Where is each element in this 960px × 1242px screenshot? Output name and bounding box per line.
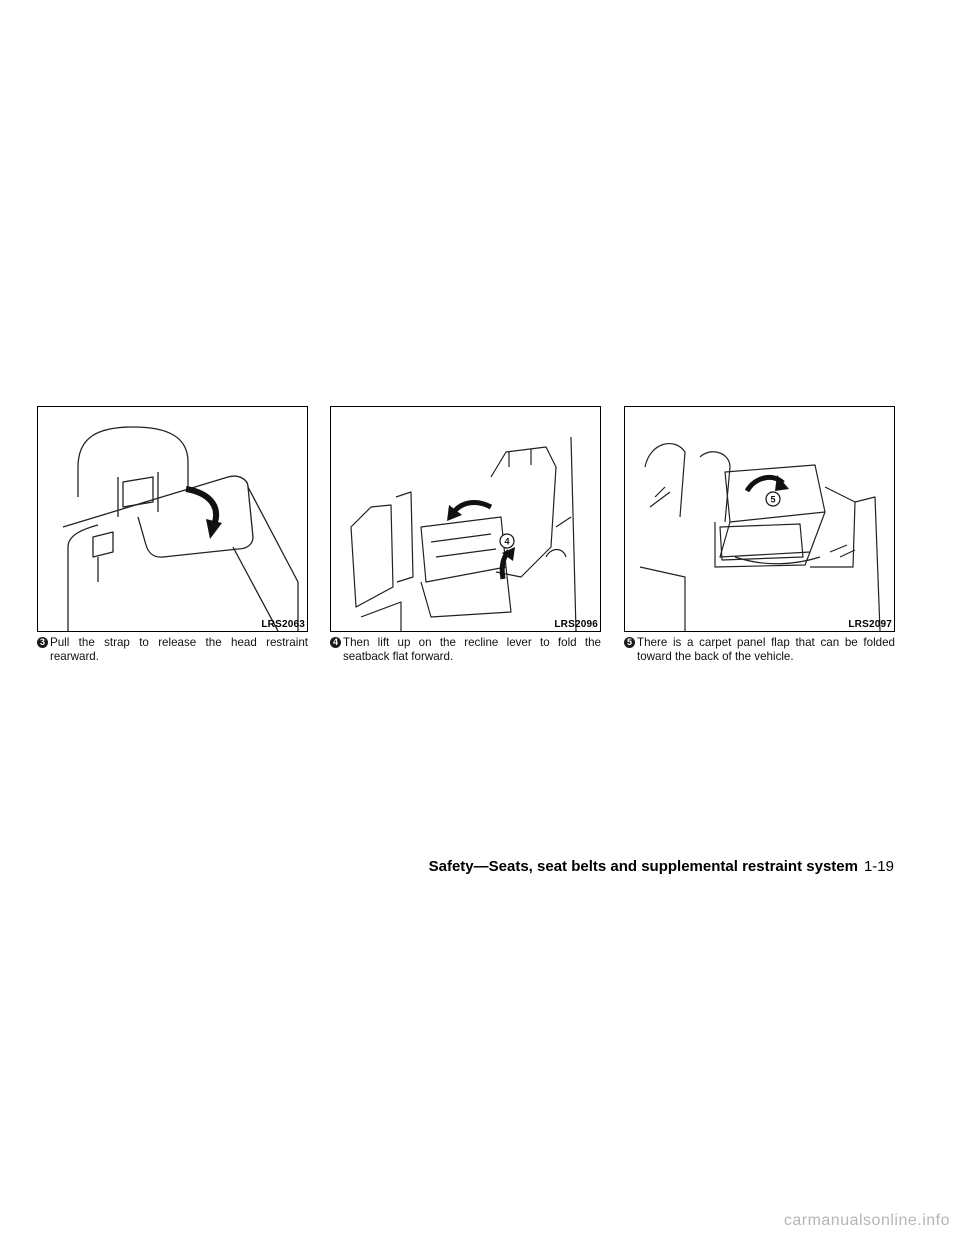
- step-5: [624, 636, 895, 664]
- instruction-panel-3: [624, 406, 895, 664]
- figure-recline-lever: [330, 406, 601, 632]
- figure-code: LRS2096: [554, 619, 598, 630]
- figure-code: LRS2097: [848, 619, 892, 630]
- figure-carpet-flap: [624, 406, 895, 632]
- head-restraint-illustration: [38, 407, 307, 631]
- instruction-panel-2: [330, 406, 601, 664]
- step-number-badge: 3: [37, 637, 48, 648]
- figure-code: LRS2063: [261, 619, 305, 630]
- carpet-flap-illustration: [625, 407, 894, 631]
- recline-lever-illustration: [331, 407, 600, 631]
- step-4: [330, 636, 601, 664]
- section-title: Safety—Seats, seat belts and supplemental restraint system: [428, 858, 858, 875]
- figure-head-restraint: [37, 406, 308, 632]
- page-number: 1-19: [863, 858, 894, 875]
- step-text: There is a carpet panel flap that can be folded toward the back of the vehicle.: [637, 636, 895, 663]
- instruction-panel-1: [37, 406, 308, 664]
- step-text: Pull the strap to release the head restraint rearward.: [50, 636, 308, 663]
- step-number-badge: 5: [624, 637, 635, 648]
- step-text: Then lift up on the recline lever to fold the seatback flat forward.: [343, 636, 601, 663]
- svg-text:4: 4: [504, 536, 510, 547]
- step-3: [37, 636, 308, 664]
- step-number-badge: 4: [330, 637, 341, 648]
- watermark-text: carmanualsonline.info: [783, 1212, 950, 1229]
- svg-text:5: 5: [770, 494, 776, 505]
- page-footer: [429, 858, 894, 875]
